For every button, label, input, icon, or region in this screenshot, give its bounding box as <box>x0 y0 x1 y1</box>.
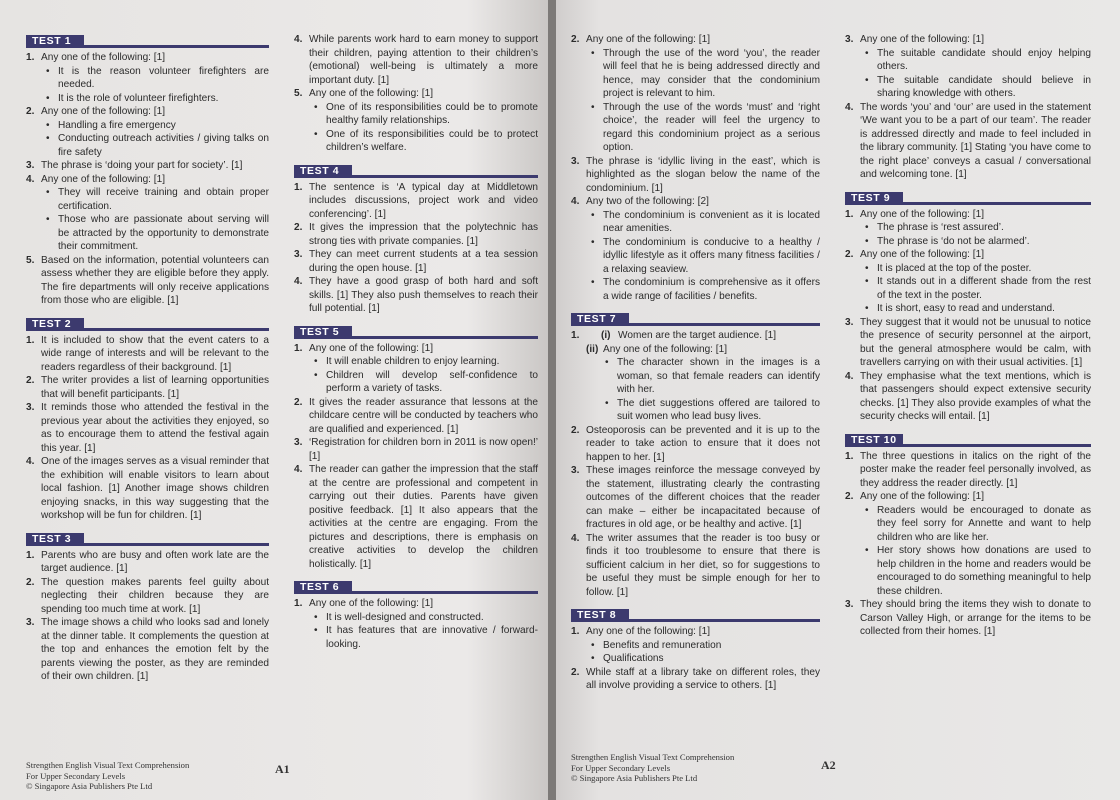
question-number: 2. <box>26 106 35 117</box>
question-answer: The phrase is ‘idyllic living in the east’, which is highlighted as the slogan below the name of the condominium. [1] <box>586 155 820 194</box>
question-3 <box>845 316 1091 370</box>
question-4 <box>294 33 538 87</box>
test-4-section <box>294 165 538 316</box>
question-number: 1. <box>26 52 35 63</box>
question-4 <box>26 455 269 523</box>
footer-title: Strengthen English Visual Text Comprehension <box>26 760 190 770</box>
question-number: 1. <box>294 598 303 609</box>
sub-question-number: (i) <box>601 330 611 341</box>
answer-bullet: • The phrase is ‘rest assured’. <box>845 221 1091 235</box>
test-8-section <box>571 609 820 693</box>
question-3 <box>845 598 1091 639</box>
question-1 <box>294 342 538 356</box>
question-answer: It gives the impression that the polytechnic has strong ties with private companies. [1] <box>309 222 538 247</box>
answer-bullet: • It is the role of volunteer firefighters. <box>26 92 269 106</box>
question-number: 2. <box>571 34 580 45</box>
question-answer: Any one of the following: [1] <box>41 173 166 185</box>
question-answer: Any one of the following: [1] <box>586 34 711 45</box>
question-2 <box>845 490 1091 504</box>
question-2 <box>26 576 269 617</box>
question-3 <box>26 159 269 173</box>
section-title: TEST 9 <box>851 191 891 204</box>
footer-subtitle: For Upper Secondary Levels <box>26 770 126 781</box>
question-answer: Any one of the following: [1] <box>860 249 985 260</box>
test-9-section <box>845 192 1091 424</box>
question-answer: Any one of the following: [1] <box>860 491 985 502</box>
answer-bullet: • Benefits and remuneration <box>571 639 820 653</box>
question-answer: Based on the information, potential volunteers can assess whether they are eligible before they apply. The fire departments will only receive applications from those who are eligible. [1] <box>41 254 269 306</box>
answer-bullet: • Handling a fire emergency <box>26 119 269 133</box>
question-number: 2. <box>571 424 580 436</box>
question-number: 4. <box>294 464 303 475</box>
answer-bullet: • It is short, easy to read and understand. <box>845 302 1091 316</box>
footer-copyright: © Singapore Asia Publishers Pte Ltd <box>26 781 153 791</box>
answer-bullet: • The phrase is ‘do not be alarmed’. <box>845 235 1091 249</box>
question-number: 3. <box>294 437 303 448</box>
test-3-section <box>26 533 269 684</box>
test-5-section <box>294 326 538 572</box>
question-number: 4. <box>26 456 35 467</box>
question-answer: While staff at a library take on different roles, they all involve providing a service to others. [1] <box>586 666 820 691</box>
question-answer: Any one of the following: [1] <box>41 106 166 117</box>
question-answer: Any one of the following: [1] <box>41 52 166 63</box>
question-1 <box>571 424 820 465</box>
question-number: 5. <box>294 88 303 99</box>
question-number: 2. <box>571 666 580 678</box>
left-page-column-1 <box>26 33 269 694</box>
question-answer: They have a good grasp of both hard and soft skills. [1] They also push themselves to reach their full potential. [1] <box>309 276 538 314</box>
test-10-section <box>845 434 1091 639</box>
test-7-section <box>571 313 820 599</box>
question-answer: Any one of the following: [1] <box>586 626 711 637</box>
question-2 <box>571 666 820 693</box>
question-number: 4. <box>26 173 35 185</box>
question-2 <box>571 464 820 532</box>
question-2 <box>294 221 538 248</box>
question-number: 5. <box>26 254 35 266</box>
section-heading <box>571 609 820 622</box>
right-page-column-2 <box>845 33 1091 649</box>
book-gutter <box>548 0 556 800</box>
section-heading <box>294 581 538 594</box>
section-heading <box>26 35 269 48</box>
question-3 <box>571 155 820 196</box>
question-5 <box>26 254 269 308</box>
section-heading <box>571 313 820 326</box>
section-title: TEST 8 <box>577 609 617 621</box>
answer-bullet: • It has features that are innovative / forward-looking. <box>294 624 538 651</box>
question-3 <box>26 616 269 684</box>
question-number: 3. <box>845 599 854 610</box>
question-answer: It gives the reader assurance that lessons at the childcare centre will be conducted by teachers who are qualified and experienced. [1] <box>309 396 538 435</box>
question-number: 1. <box>845 208 854 220</box>
question-4 <box>845 101 1091 182</box>
question-answer: They suggest that it would not be unusual to notice the presence of security personnel at the airport, but the general atmosphere would be calm, with travellers carrying on with their usual activities. [1] <box>860 316 1091 368</box>
question-number: 2. <box>26 576 35 588</box>
question-number: 4. <box>845 370 854 382</box>
question-answer: While parents work hard to earn money to support their children, paying attention to their children’s (emotional) well-being is ultimately a more important duty. [1] <box>309 34 538 86</box>
question-number: 3. <box>26 617 35 628</box>
footer-subtitle: For Upper Secondary Levels <box>571 762 671 773</box>
question-1 <box>294 597 538 611</box>
question-answer: Any one of the following: [1] <box>860 34 985 45</box>
question-number: 3. <box>294 249 303 260</box>
sub-question-text: Any one of the following: [1] <box>603 343 728 355</box>
test-2-section <box>26 318 269 523</box>
answer-bullet: • The suitable candidate should believe in sharing knowledge with others. <box>845 74 1091 101</box>
question-number: 4. <box>571 196 580 207</box>
question-number: 4. <box>294 276 303 287</box>
question-answer: The writer provides a list of learning opportunities that will benefit participants. [1] <box>41 375 269 400</box>
section-heading <box>26 533 269 546</box>
section-title: TEST 6 <box>300 581 340 593</box>
question-answer: It is included to show that the event caters to a wide range of interests and will be relevant to the readers regardless of their background. [1] <box>41 334 269 373</box>
answer-bullet: • They will receive training and obtain proper certification. <box>26 186 269 213</box>
section-title: TEST 4 <box>300 164 340 177</box>
question-answer: The image shows a child who looks sad and lonely at the dinner table. It complements the question at the top and enhances the emotion felt by the parents viewing the poster, as they are reminded of their own children. [1] <box>41 617 269 682</box>
question-1 <box>845 208 1091 222</box>
question-number: 1. <box>294 181 303 193</box>
question-answer: The reader can gather the impression that the staff at the centre are professional and competent in carrying out their duties. Parents have given positive feedback. [1] It also appears that the activities at the centre are engaging. From the pictures and descriptions, there is emphasis on creative activities to develop the children holistically. [1] <box>309 464 538 570</box>
question-1 <box>571 329 820 343</box>
question-3 <box>294 436 538 463</box>
left-page-number: A1 <box>275 762 290 776</box>
question-number: 3. <box>571 155 580 167</box>
question-number: 2. <box>294 396 303 408</box>
footer-title: Strengthen English Visual Text Comprehension <box>571 752 735 762</box>
answer-bullet: • One of its responsibilities could be to promote healthy family relationships. <box>294 101 538 128</box>
section-title: TEST 2 <box>32 317 72 330</box>
answer-bullet: • It stands out in a different shade from the rest of the text in the poster. <box>845 275 1091 302</box>
question-4 <box>294 463 538 571</box>
test-6-continued <box>571 33 820 303</box>
question-answer: They can meet current students at a tea session during the open house. [1] <box>309 249 538 274</box>
test-8-continued <box>845 33 1091 182</box>
test-6-section <box>294 581 538 651</box>
section-title: TEST 5 <box>300 325 340 338</box>
question-answer: The sentence is ‘A typical day at Middletown includes discussions, project work and video conferencing’. [1] <box>309 181 538 220</box>
question-answer: Any two of the following: [2] <box>586 196 709 207</box>
question-number: 3. <box>26 402 35 413</box>
question-number: 1. <box>571 626 580 637</box>
question-number: 2. <box>845 491 854 502</box>
question-answer: It reminds those who attended the festival in the previous year about the activities they enjoyed, so as to encourage them to attend the festival again this year. [1] <box>41 402 269 454</box>
question-answer: The three questions in italics on the right of the poster make the reader feel personally involved, as they address the reader directly. [1] <box>860 450 1091 489</box>
answer-bullet: • Through the use of the word ‘you’, the reader will feel that he is being addressed directly and hence, may consider that the condominium project is relevant to him. <box>571 47 820 101</box>
question-3 <box>26 401 269 455</box>
question-4 <box>571 195 820 209</box>
sub-question-ii <box>571 343 820 357</box>
right-page-column-1 <box>571 33 820 703</box>
question-2 <box>845 248 1091 262</box>
question-number: 1. <box>845 450 854 462</box>
question-3 <box>845 33 1091 47</box>
question-answer: The writer assumes that the reader is too busy or finds it too troublesome to ensure that there is sufficient calcium in her diet, so for suggestions to be useful they must be simple enough for her to follow. [1] <box>586 532 820 598</box>
question-answer: One of the images serves as a visual reminder that the exhibition will enable visitors to learn about local fashion. [1] Another image shows children enjoying snacks, in this way suggesting that the workshop will be fun for children. [1] <box>41 456 269 521</box>
answer-bullet: • It is placed at the top of the poster. <box>845 262 1091 276</box>
answer-bullet: • The condominium is conducive to a healthy / idyllic lifestyle as it offers many fitness facilities / a relaxing seaview. <box>571 236 820 277</box>
answer-bullet: • Readers would be encouraged to donate as they feel sorry for Annette and want to help children who are like her. <box>845 504 1091 545</box>
question-1 <box>294 181 538 222</box>
left-page-footer <box>26 760 189 792</box>
answer-bullet: • Her story shows how donations are used to help children in the home and readers would be encouraged to do something meaningful to help these children. <box>845 544 1091 598</box>
question-number: 1. <box>571 330 580 341</box>
question-4 <box>294 275 538 316</box>
question-number: 1. <box>294 342 303 354</box>
question-4 <box>845 370 1091 424</box>
question-number: 3. <box>845 316 854 328</box>
answer-bullet: • It will enable children to enjoy learning. <box>294 355 538 369</box>
question-2 <box>294 396 538 437</box>
section-title: TEST 10 <box>851 433 897 446</box>
sub-question-i <box>586 329 820 343</box>
answer-bullet: • The diet suggestions offered are tailored to suit women who lead busy lives. <box>571 397 820 424</box>
question-2 <box>26 374 269 401</box>
answer-bullet: • Those who are passionate about serving will be attracted by the opportunity to demonstrate their commitment. <box>26 213 269 254</box>
question-answer: Any one of the following: [1] <box>860 208 985 220</box>
section-heading <box>294 165 538 178</box>
question-answer: Parents who are busy and often work late are the target audience. [1] <box>41 549 269 574</box>
section-title: TEST 7 <box>577 313 617 325</box>
question-3 <box>571 532 820 600</box>
answer-bullet: • The condominium is convenient as it is located near amenities. <box>571 209 820 236</box>
question-answer: The words ‘you’ and ‘our’ are used in the statement ‘We want you to be a part of our team’. The reader is addressed directly and made to feel included in the library community. [1] Stating ‘you have come to the right place’ conveys a casual / conversational and welcoming tone. [1] <box>860 101 1091 180</box>
question-5 <box>294 87 538 101</box>
answer-bullet: • The character shown in the images is a woman, so that female readers can identify with her. <box>571 356 820 397</box>
question-number: 2. <box>845 249 854 260</box>
question-answer: Any one of the following: [1] <box>309 88 434 99</box>
question-3 <box>294 248 538 275</box>
section-heading <box>294 326 538 339</box>
sub-question-text: Women are the target audience. [1] <box>618 330 777 341</box>
right-page-number: A2 <box>821 758 836 772</box>
answer-bullet: • The suitable candidate should enjoy helping others. <box>845 47 1091 74</box>
question-answer: Any one of the following: [1] <box>309 342 434 354</box>
section-title: TEST 3 <box>32 532 72 545</box>
section-heading <box>845 434 1091 447</box>
question-number: 3. <box>571 465 580 476</box>
answer-bullet: • Qualifications <box>571 652 820 666</box>
question-1 <box>26 549 269 576</box>
question-4 <box>26 173 269 187</box>
question-number: 4. <box>571 532 580 544</box>
question-answer: Osteoporosis can be prevented and it is up to the reader to take action to ensure that it does not happen to her. [1] <box>586 424 820 463</box>
question-number: 4. <box>294 34 303 45</box>
question-1 <box>26 334 269 375</box>
question-number: 2. <box>294 222 303 233</box>
section-title: TEST 1 <box>32 35 72 47</box>
question-answer: They should bring the items they wish to donate to Carson Valley High, or arrange for the items to be collected from their homes. [1] <box>860 599 1091 637</box>
question-number: 1. <box>26 549 35 561</box>
question-answer: These images reinforce the message conveyed by the statement, illustrating clearly the contrasting outcomes of the different choices that the reader can make – either be incapacitated because of fractures in old age, or be healthy and active. [1] <box>586 465 820 530</box>
footer-copyright: © Singapore Asia Publishers Pte Ltd <box>571 773 698 783</box>
question-number: 2. <box>26 375 35 386</box>
question-1 <box>845 450 1091 491</box>
question-1 <box>26 51 269 65</box>
question-number: 3. <box>845 34 854 45</box>
question-answer: The question makes parents feel guilty about neglecting their children because they are spending too much time at work. [1] <box>41 576 269 615</box>
test-1-section <box>26 35 269 308</box>
question-2 <box>26 105 269 119</box>
section-heading <box>26 318 269 331</box>
question-answer: They emphasise what the text mentions, which is that passengers should expect extensive security checks. [1] They also provide examples of what the security checks will entail. [1] <box>860 370 1091 422</box>
section-heading <box>845 192 1091 205</box>
sub-question-number: (ii) <box>586 343 599 355</box>
question-answer: The phrase is ‘doing your part for society’. [1] <box>41 160 243 171</box>
answer-bullet: • One of its responsibilities could be to protect children’s welfare. <box>294 128 538 155</box>
question-2 <box>571 33 820 47</box>
question-answer: ‘Registration for children born in 2011 is now open!’ [1] <box>309 437 538 462</box>
test-3-continued <box>294 33 538 155</box>
question-number: 3. <box>26 160 35 171</box>
question-number: 4. <box>845 101 854 113</box>
answer-bullet: • Children will develop self-confidence to perform a variety of tasks. <box>294 369 538 396</box>
answer-bullet: • It is well-designed and constructed. <box>294 611 538 625</box>
answer-bullet: • It is the reason volunteer firefighters are needed. <box>26 65 269 92</box>
question-1 <box>571 625 820 639</box>
question-answer: Any one of the following: [1] <box>309 598 434 609</box>
question-number: 1. <box>26 334 35 346</box>
answer-bullet: • Through the use of the words ‘must’ and ‘right choice’, the reader will feel the urgency to regard this condominium project as a serious option. <box>571 101 820 155</box>
right-page-footer <box>571 752 734 784</box>
left-page-column-2 <box>294 33 538 661</box>
answer-bullet: • Conducting outreach activities / giving talks on fire safety <box>26 132 269 159</box>
answer-bullet: • The condominium is comprehensive as it offers a wide range of facilities / benefits. <box>571 276 820 303</box>
